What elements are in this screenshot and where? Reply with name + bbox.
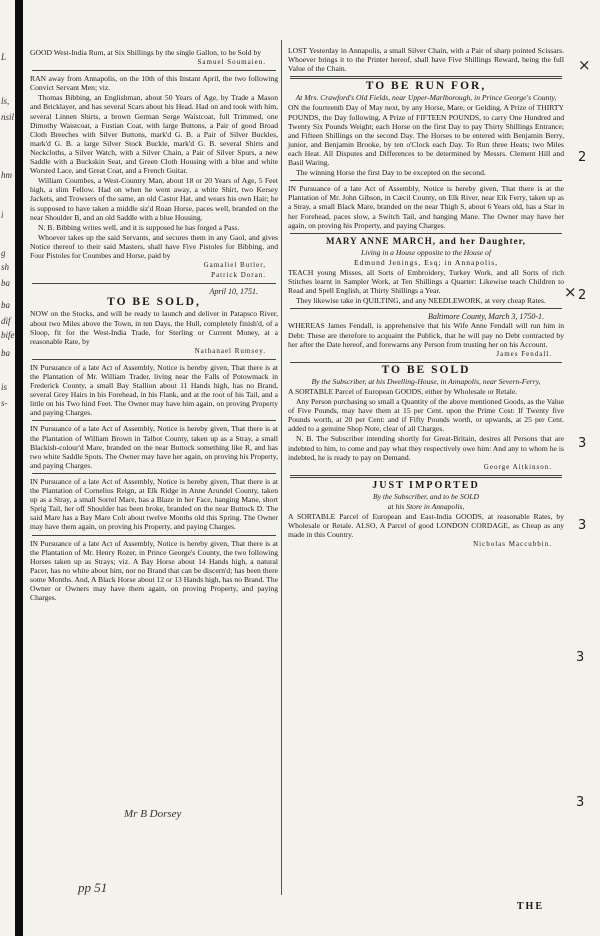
goods-text-3: N. B. The Subscriber intending shortly for Great-Britain, desires all Persons that are indebted to him, to come and pay what they respectively owe him: And any to whom he is indebted, he is ready to pay on Demand.	[288, 434, 564, 462]
divider	[32, 283, 276, 284]
sloop-text: NOW on the Stocks, and will be ready to launch and deliver in Patapsco River, about two Miles above the Town, in ten Days, the Hull, completely finish'd, of a Sloop, fit for the West-India Trade, for Sterling or Current Money, at a reasonable Rate, by	[30, 309, 278, 346]
sloop-date: April 10, 1751.	[209, 287, 258, 297]
edge-fragment: is	[1, 382, 8, 392]
stray-notice-rozer	[26, 539, 282, 603]
divider	[32, 420, 276, 421]
edge-fragment: ba	[1, 278, 10, 288]
edge-fragment: dif	[1, 316, 11, 326]
edge-fragment: hm	[1, 170, 12, 180]
runaway-note: N. B. Bibbing writes well, and it is supposed he has forged a Pass.	[38, 222, 240, 232]
school-text: TEACH young Misses, all Sorts of Embroidery, Turkey Work, and all Sorts of rich Stitches learnt in Sampler Work, at Ten Shillings a Quarter: Likewise teach Children to Read and Spell English, at Thirty Shillings a Year.	[288, 267, 564, 296]
left-column	[26, 0, 282, 936]
runaway-reward: Whoever takes up the said Servants, and secures them in any Gaol, and gives Notice thereof to their said Masters, shall have Five Pistoles for Bibbing, and Four Pistoles for Coumbes and Horse, paid by	[30, 232, 278, 260]
school-sub-2: Edmund Jenings, Esq; in Annapolis,	[353, 257, 499, 267]
divider	[290, 180, 562, 181]
catchword: THE	[516, 901, 544, 912]
edge-fragment: nsil	[1, 112, 15, 122]
imported-ad	[284, 481, 568, 550]
stray-notice-reign	[26, 477, 282, 532]
divider	[32, 359, 276, 360]
goods-text: A SORTABLE Parcel of European GOODS, either by Wholesale or Retale.	[288, 387, 518, 396]
goods-text-2: Any Person purchasing so small a Quantity of the above mentioned Goods, as the Value of Five Pounds, may have them at 15 per Cent. upon the Prime Cost: If Twenty five Pounds worth, at 20 per Cent: and if Fifty Pounds worth, or upwards, at 25 per Cent. added to a genuine Shop Note, clear of all Charges.	[288, 397, 564, 434]
margin-number-mark: 3	[576, 795, 585, 810]
handwritten-signature: Mr B Dorsey	[124, 808, 182, 820]
divider	[32, 70, 276, 71]
edge-fragment: g	[1, 248, 6, 258]
fendall-text: WHEREAS James Fendall, is apprehensive that his Wife Anne Fendall will run him in Debt: These are therefore to acquaint the Publick, that he will pay no Debt contracted by her after the Date hereof, and forewarns any Person from trusting her on his Account.	[288, 321, 564, 349]
runaway-servants-ad	[26, 74, 282, 280]
stray-text: IN Pursuance of a late Act of Assembly, Notice is hereby given, That there is at the Plantation of Mr. John Gibson, in Cæcil County, on Elk River, near Elk Ferry, taken up as a Stray, a small Black Mare, branded on the near Thigh S, about 6 Years old, has a Star in her Forehead, paces slow, a Switch Tail, and hanging Mane. The Owner may have her again, on proving his Property, and paying Charges.	[288, 184, 564, 230]
imported-sub-1: By the Subscriber, and to be SOLD	[372, 491, 480, 501]
rum-ad-signer: Samuel Soumaien.	[197, 58, 266, 67]
race-note: The winning Horse the first Day to be excepted on the second.	[296, 168, 486, 178]
race-heading: TO BE RUN FOR,	[365, 80, 487, 93]
edge-fragment: ls,	[1, 96, 10, 106]
stray-text: IN Pursuance of a late Act of Assembly, Notice is hereby given, That there is at the Plantation of William Brown in Talbot County, taken up as a Stray, a small Blackish-colour'd Mare, branded on the near Buttock something like R, and has two white Saddle Spots. The Owner may have her again, on proving his Property, and paying Charges.	[30, 424, 278, 470]
sloop-signer: Nathanael Rumsey.	[194, 346, 266, 355]
stray-text: IN Pursuance of a late Act of Assembly, Notice is hereby given, That there is at the Plantation of Cornelius Reign, at Elk Ridge in Anne Arundel County, taken up as a Stray, a small Sorrel Mare, has a Blaze in her Face, hanging Mane, short Sprig Tail, her off Shoulder has been broke, branded on the near Buttock D. The said Mare has a Bay Mare Colt about twelve Months old this Spring. The Owner may have them again, on proving his Property, and paying Charges.	[30, 476, 278, 532]
imported-sub-2: at his Store in Annapolis,	[387, 502, 465, 512]
school-text-2: They likewise take in QUILTING, and any NEEDLEWORK, at very cheap Rates.	[296, 296, 546, 306]
edge-fragment: i	[1, 210, 4, 220]
double-divider	[290, 76, 562, 79]
runaway-bibbing: Thomas Bibbing, an Englishman, about 50 Years of Age, by Trade a Mason and Bricklayer, and has several Scars about his Head. Had on and took with him, several Linnen Shirts, a brown German Serge Waistcoat, full Trimmed, one Dimothy Waistcoat, a Fustian Coat, with large Buttons, a Pair of good Broad Cloth Breeches with Silver Buttons, mark'd G. B. a Pair of Silver Buckles, mark'd G. B. a large Silver Stock Buckle, mark'd G. B. several Shirts and Neckcloths, a Silver Watch, with a Silver Chain, a Pair of Silver Spurs, a new Saddle with a Buckskin Seat, and Green Cloth Housing with a blue and white Worsted Lace, and Great Coat, and a French Guitar.	[30, 93, 278, 176]
sloop-ad	[26, 287, 282, 356]
runaway-intro: RAN away from Annapolis, on the 10th of this Instant April, the two following Convict Servant Men; viz.	[30, 74, 278, 93]
margin-number-mark: 3	[578, 436, 587, 451]
runaway-signer-1: Gamaliel Butler,	[203, 261, 266, 270]
edge-fragment: L	[1, 52, 7, 62]
goods-heading: TO BE SOLD	[381, 363, 471, 376]
fendall-signer: James Fendall.	[496, 349, 552, 358]
runaway-signer-2: Patrick Doran.	[211, 271, 266, 280]
margin-number-mark: 2	[578, 150, 587, 165]
goods-ad	[284, 363, 568, 472]
school-ad	[284, 237, 568, 306]
binding-gutter	[15, 0, 23, 936]
stray-notice-gibson	[284, 184, 568, 229]
race-location: At Mrs. Crawford's Old Fields, near Upper-Marlborough, in Prince George's County,	[295, 93, 557, 103]
stray-notice-brown	[26, 424, 282, 469]
margin-x-mark: ×	[578, 56, 591, 74]
edge-fragment: bife	[1, 330, 15, 340]
fendall-date: Baltimore County, March 3, 1750-1.	[427, 312, 544, 322]
rum-ad-text: GOOD West-India Rum, at Six Shillings by the single Gallon, to be Sold by	[30, 48, 262, 57]
sloop-heading: TO BE SOLD,	[107, 296, 201, 309]
stray-text: IN Pursuance of a late Act of Assembly, Notice is hereby given, That there is at the Plantation of Mr. William Trader, living near the Falls of Potowmack in Frederick County, a small Bay Stallion about 11 Hands high, has no Brand, several Grey Hairs in his Forehead, in his Flank, and at the root of his Tail, and a little on his Two hind Feet. The Owner may have him again, on proving Property and paying Charges.	[30, 362, 278, 418]
imported-text: A SORTABLE Parcel of European and East-India GOODS, at reasonable Rates, by Wholesale or Retale. ALSO, A Parcel of good LONDON CORDAGE, as Cheap as any made in this Country.	[288, 512, 564, 540]
divider	[290, 233, 562, 234]
margin-x-mark: ×	[564, 283, 577, 301]
edge-fragment: ba	[1, 300, 10, 310]
divider	[32, 473, 276, 474]
fendall-notice	[284, 312, 568, 358]
race-text: ON the fourteenth Day of May next, by any Horse, Mare, or Gelding, A Prize of THIRTY POUNDS, the Day following, A Prize of FIFTEEN POUNDS, to carry One Hundred and Twenty Six Pounds Weight; each Horse on the first Day to pay Thirty Shillings Entrance; and Fifteen Shillings on the second Day. The Horses to be entered with Benjamin Berry, junior, and Benjamin Brooke, by ten o'Clock each Day. To Run three Heats; two Miles each Heat. All Disputes and Differences to be determined by Messrs. Clement Hill and Basil Waring.	[288, 103, 564, 168]
edge-fragment: s-	[1, 398, 8, 408]
margin-number-mark: 3	[578, 518, 587, 533]
handwritten-page-number: pp 51	[78, 880, 108, 895]
imported-signer: Nicholas Maccubbin.	[473, 540, 552, 549]
runaway-coumbes: William Coumbes, a West-Country Man, about 18 or 20 Years of Age, 5 Feet high, a slim Fellow. Had on when he went away, a white Shirt, two Kersey Jackets, and Trowsers of the same, an old Castor Hat, and wears his own Hair; he is supposed to have taken a middle siz'd Roan Horse, paces well, branded on the near Shoulder B, and an old Saddle with a blue Housing.	[30, 176, 278, 222]
double-divider	[290, 475, 562, 478]
column-rule	[281, 40, 282, 895]
school-sub-1: Living in a House opposite to the House of	[361, 247, 491, 257]
left-margin-fragments	[0, 0, 15, 936]
divider	[290, 362, 562, 363]
margin-number-mark: 2	[578, 288, 587, 303]
edge-fragment: sh	[1, 262, 10, 272]
lost-chain-text: LOST Yesterday in Annapolis, a small Silver Chain, with a Pair of sharp pointed Scissars. Whoever brings it to the Printer hereof, shall have Five Shillings Reward, being the full Value of the Chain.	[288, 46, 564, 74]
right-column	[284, 0, 568, 936]
divider	[290, 308, 562, 309]
stray-notice-trader	[26, 363, 282, 418]
school-heading: MARY ANNE MARCH, and her Daughter,	[325, 235, 527, 246]
goods-signer: George Aitkinson.	[483, 462, 552, 471]
margin-number-mark: 3	[576, 650, 585, 665]
horse-race-ad	[284, 82, 568, 177]
stray-text: IN Pursuance of a late Act of Assembly, Notice is hereby given, That there is at the Plantation of Mr. Henry Rozer, in Prince George's County, the two following Horses taken up as Strays; viz. A Bay Horse about 14 Hands high, a natural Pacer, has no white about him, nor no Brand that can be discern'd; has been there some Months. And, A Black Horse about 12 or 13 Hands high, has no Brand. The Owner or Owners may have them again, on proving Property, and paying Charges.	[30, 538, 278, 603]
rum-ad	[26, 48, 282, 67]
goods-sub: By the Subscriber, at his Dwelling-House, in Annapolis, near Severn-Ferry,	[311, 376, 541, 386]
lost-chain-ad	[284, 46, 568, 73]
edge-fragment: ba	[1, 348, 10, 358]
divider	[32, 535, 276, 536]
imported-heading: JUST IMPORTED	[372, 479, 480, 491]
